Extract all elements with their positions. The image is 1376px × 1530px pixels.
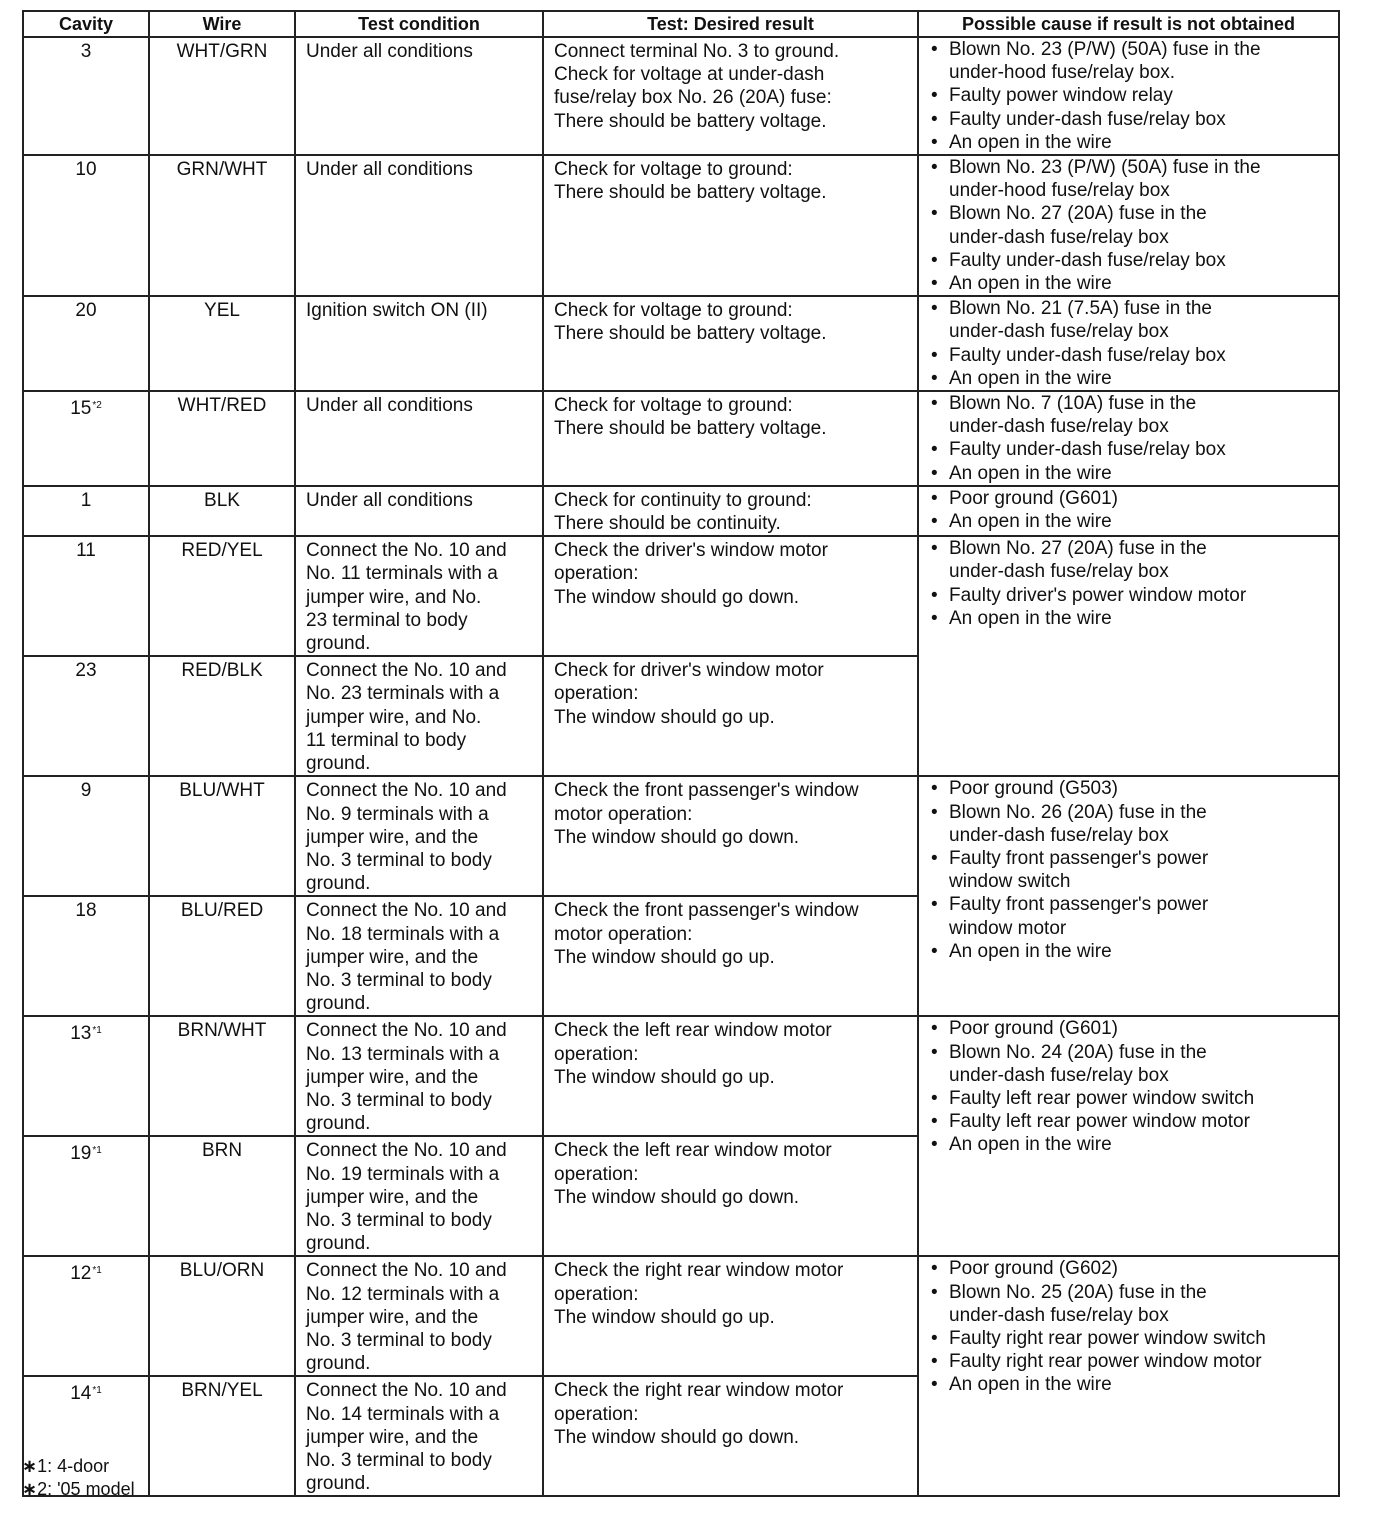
possible-cause-item bbox=[929, 893, 1334, 939]
desired-result-cell bbox=[543, 896, 918, 1016]
test-condition-line: Under all conditions bbox=[306, 489, 473, 511]
possible-cause-item bbox=[929, 1327, 1334, 1350]
possible-cause-line: • Faulty left rear power window motor bbox=[949, 1111, 1250, 1133]
test-condition-line: ground. bbox=[306, 1113, 371, 1135]
possible-cause-list bbox=[929, 38, 1334, 154]
possible-cause-item bbox=[929, 131, 1334, 154]
possible-cause-cell bbox=[918, 776, 1339, 1016]
wire-color-cell: BLU/WHT bbox=[149, 776, 295, 896]
possible-cause-item bbox=[929, 392, 1334, 438]
test-condition-line: No. 3 terminal to body bbox=[306, 1329, 492, 1351]
header-test-condition: Test condition bbox=[295, 11, 543, 37]
desired-result-line: The window should go down. bbox=[554, 1426, 800, 1448]
possible-cause-line: • Faulty power window relay bbox=[949, 85, 1173, 107]
desired-result-line: operation: bbox=[554, 1043, 639, 1065]
test-condition-line: jumper wire, and the bbox=[306, 1186, 479, 1208]
test-condition-line: Connect the No. 10 and bbox=[306, 1260, 507, 1282]
table-row bbox=[23, 1256, 1339, 1376]
possible-cause-item bbox=[929, 1087, 1334, 1110]
possible-cause-item bbox=[929, 1373, 1334, 1396]
wire-color-cell: BRN/YEL bbox=[149, 1376, 295, 1496]
table-body bbox=[23, 37, 1339, 1496]
test-condition-cell bbox=[295, 296, 543, 391]
cavity-number: 9 bbox=[80, 780, 92, 802]
possible-cause-item bbox=[929, 1133, 1334, 1156]
possible-cause-cell bbox=[918, 155, 1339, 296]
desired-result-line: There should be continuity. bbox=[554, 513, 781, 535]
desired-result-line: The window should go down. bbox=[554, 826, 800, 848]
test-condition-line: ground. bbox=[306, 1473, 371, 1495]
possible-cause-line: • An open in the wire bbox=[949, 273, 1112, 295]
possible-cause-line: under-dash fuse/relay box bbox=[949, 561, 1169, 583]
cavity-number: 14 bbox=[70, 1383, 92, 1405]
test-condition-cell bbox=[295, 896, 543, 1016]
possible-cause-item bbox=[929, 1281, 1334, 1327]
header-possible-cause: Possible cause if result is not obtained bbox=[918, 11, 1339, 37]
table-row bbox=[23, 155, 1339, 296]
test-condition-line: 23 terminal to body bbox=[306, 609, 468, 631]
desired-result-cell bbox=[543, 155, 918, 296]
possible-cause-list bbox=[929, 392, 1334, 485]
possible-cause-item bbox=[929, 344, 1334, 367]
possible-cause-item bbox=[929, 1110, 1334, 1133]
test-condition-line: No. 3 terminal to body bbox=[306, 969, 492, 991]
possible-cause-list bbox=[929, 297, 1334, 390]
test-condition-line: Connect the No. 10 and bbox=[306, 1140, 507, 1162]
possible-cause-line: • Blown No. 23 (P/W) (50A) fuse in the bbox=[949, 39, 1261, 60]
test-condition-line: jumper wire, and the bbox=[306, 826, 479, 848]
test-condition-line: No. 9 terminals with a bbox=[306, 803, 489, 825]
possible-cause-line: • An open in the wire bbox=[949, 367, 1112, 389]
test-condition-line: No. 23 terminals with a bbox=[306, 683, 500, 705]
test-condition-line: jumper wire, and the bbox=[306, 1066, 479, 1088]
test-condition-line: Under all conditions bbox=[306, 159, 473, 181]
desired-result-line: Check the driver's window motor bbox=[554, 540, 828, 562]
wire-color-cell: BLU/RED bbox=[149, 896, 295, 1016]
possible-cause-item bbox=[929, 202, 1334, 248]
cavity-cell bbox=[23, 155, 149, 296]
possible-cause-line: • An open in the wire bbox=[949, 1374, 1112, 1396]
cavity-cell bbox=[23, 536, 149, 656]
table-row bbox=[23, 486, 1339, 536]
desired-result-line: The window should go down. bbox=[554, 586, 800, 608]
possible-cause-line: • Faulty under-dash fuse/relay box bbox=[949, 108, 1226, 130]
desired-result-line: Check for voltage to ground: bbox=[554, 159, 793, 181]
desired-result-line: operation: bbox=[554, 1403, 639, 1425]
test-condition-cell bbox=[295, 656, 543, 776]
possible-cause-line: under-hood fuse/relay box. bbox=[949, 62, 1176, 84]
possible-cause-line: • Poor ground (G601) bbox=[949, 487, 1118, 509]
desired-result-line: Check the left rear window motor bbox=[554, 1020, 832, 1042]
test-condition-line: jumper wire, and No. bbox=[306, 586, 482, 608]
test-condition-cell bbox=[295, 155, 543, 296]
possible-cause-line: • Faulty under-dash fuse/relay box bbox=[949, 439, 1226, 461]
possible-cause-line: • Faulty under-dash fuse/relay box bbox=[949, 249, 1226, 271]
possible-cause-item bbox=[929, 156, 1334, 202]
desired-result-line: The window should go up. bbox=[554, 1306, 775, 1328]
test-condition-line: jumper wire, and No. bbox=[306, 706, 482, 728]
desired-result-cell bbox=[543, 486, 918, 536]
possible-cause-cell bbox=[918, 296, 1339, 391]
desired-result-line: Check the right rear window motor bbox=[554, 1380, 844, 1402]
wire-color-cell: BLU/ORN bbox=[149, 1256, 295, 1376]
possible-cause-item bbox=[929, 537, 1334, 583]
possible-cause-item bbox=[929, 1017, 1334, 1040]
test-condition-line: ground. bbox=[306, 1353, 371, 1375]
test-condition-line: No. 3 terminal to body bbox=[306, 1449, 492, 1471]
desired-result-cell bbox=[543, 37, 918, 155]
test-condition-cell bbox=[295, 1256, 543, 1376]
possible-cause-line: • Blown No. 27 (20A) fuse in the bbox=[949, 203, 1207, 225]
possible-cause-item bbox=[929, 510, 1334, 533]
test-condition-line: 11 terminal to body bbox=[306, 729, 467, 751]
wire-color-cell: WHT/GRN bbox=[149, 37, 295, 155]
possible-cause-cell bbox=[918, 536, 1339, 776]
test-condition-line: jumper wire, and the bbox=[306, 1306, 479, 1328]
cavity-number: 13 bbox=[70, 1023, 92, 1045]
wire-color-cell: GRN/WHT bbox=[149, 155, 295, 296]
possible-cause-item bbox=[929, 1350, 1334, 1373]
possible-cause-line: under-dash fuse/relay box bbox=[949, 824, 1169, 846]
test-condition-line: Under all conditions bbox=[306, 41, 473, 62]
cavity-number: 19 bbox=[70, 1143, 92, 1165]
test-condition-line: No. 18 terminals with a bbox=[306, 923, 500, 945]
possible-cause-line: • Blown No. 24 (20A) fuse in the bbox=[949, 1041, 1207, 1063]
header-desired-result: Test: Desired result bbox=[543, 11, 918, 37]
wire-color-cell: WHT/RED bbox=[149, 391, 295, 486]
desired-result-cell bbox=[543, 1376, 918, 1496]
test-condition-cell bbox=[295, 536, 543, 656]
possible-cause-line: under-dash fuse/relay box bbox=[949, 416, 1169, 438]
desired-result-line: Check for voltage at under-dash bbox=[554, 64, 825, 86]
possible-cause-item bbox=[929, 940, 1334, 963]
test-condition-line: ground. bbox=[306, 993, 371, 1015]
wire-color-cell: RED/BLK bbox=[149, 656, 295, 776]
test-condition-line: jumper wire, and the bbox=[306, 1426, 479, 1448]
possible-cause-item bbox=[929, 487, 1334, 510]
cavity-cell bbox=[23, 656, 149, 776]
desired-result-cell bbox=[543, 776, 918, 896]
cavity-cell bbox=[23, 1256, 149, 1376]
possible-cause-item bbox=[929, 38, 1334, 84]
cavity-cell bbox=[23, 296, 149, 391]
possible-cause-line: under-dash fuse/relay box bbox=[949, 1304, 1169, 1326]
cavity-cell bbox=[23, 1136, 149, 1256]
possible-cause-item bbox=[929, 297, 1334, 343]
possible-cause-line: • Poor ground (G601) bbox=[949, 1018, 1118, 1040]
possible-cause-line: • An open in the wire bbox=[949, 511, 1112, 533]
test-condition-line: Connect the No. 10 and bbox=[306, 780, 507, 802]
test-condition-line: Connect the No. 10 and bbox=[306, 1380, 507, 1402]
cavity-cell bbox=[23, 1016, 149, 1136]
possible-cause-line: • Faulty driver's power window motor bbox=[949, 584, 1247, 606]
test-condition-cell bbox=[295, 391, 543, 486]
possible-cause-item bbox=[929, 584, 1334, 607]
desired-result-cell bbox=[543, 1016, 918, 1136]
possible-cause-line: • Blown No. 23 (P/W) (50A) fuse in the bbox=[949, 157, 1261, 179]
test-condition-cell bbox=[295, 1136, 543, 1256]
cavity-cell bbox=[23, 391, 149, 486]
desired-result-line: fuse/relay box No. 26 (20A) fuse: bbox=[554, 87, 832, 109]
possible-cause-list bbox=[929, 487, 1334, 533]
table-row bbox=[23, 391, 1339, 486]
possible-cause-line: under-dash fuse/relay box bbox=[949, 321, 1169, 343]
desired-result-line: The window should go up. bbox=[554, 1066, 775, 1088]
desired-result-line: Check for voltage to ground: bbox=[554, 300, 793, 322]
desired-result-line: Check the front passenger's window bbox=[554, 900, 859, 922]
test-condition-cell bbox=[295, 1376, 543, 1496]
desired-result-line: The window should go down. bbox=[554, 1186, 800, 1208]
desired-result-line: There should be battery voltage. bbox=[554, 323, 827, 345]
wire-color-cell: BRN bbox=[149, 1136, 295, 1256]
cavity-footnote-mark: *1 bbox=[92, 1385, 102, 1397]
possible-cause-line: • An open in the wire bbox=[949, 131, 1112, 153]
possible-cause-item bbox=[929, 462, 1334, 485]
possible-cause-list bbox=[929, 1257, 1334, 1396]
desired-result-line: Check the left rear window motor bbox=[554, 1140, 832, 1162]
cavity-number: 1 bbox=[80, 489, 92, 511]
possible-cause-list bbox=[929, 537, 1334, 630]
desired-result-cell bbox=[543, 656, 918, 776]
cavity-cell bbox=[23, 776, 149, 896]
test-condition-line: No. 3 terminal to body bbox=[306, 1089, 492, 1111]
desired-result-line: Check the front passenger's window bbox=[554, 780, 859, 802]
desired-result-line: The window should go up. bbox=[554, 706, 775, 728]
desired-result-line: Check for voltage to ground: bbox=[554, 395, 793, 417]
test-condition-cell bbox=[295, 37, 543, 155]
desired-result-cell bbox=[543, 1256, 918, 1376]
test-condition-line: ground. bbox=[306, 873, 371, 895]
cavity-number: 3 bbox=[80, 41, 92, 62]
desired-result-line: There should be battery voltage. bbox=[554, 110, 827, 132]
cavity-number: 20 bbox=[75, 300, 97, 322]
possible-cause-item bbox=[929, 84, 1334, 107]
possible-cause-cell bbox=[918, 1016, 1339, 1256]
test-condition-line: jumper wire, and the bbox=[306, 946, 479, 968]
possible-cause-line: • An open in the wire bbox=[949, 1134, 1112, 1156]
possible-cause-line: • Blown No. 21 (7.5A) fuse in the bbox=[949, 298, 1212, 320]
desired-result-line: Check for continuity to ground: bbox=[554, 489, 812, 511]
desired-result-line: Connect terminal No. 3 to ground. bbox=[554, 41, 840, 62]
footnote-2: ∗ 2: '05 model bbox=[22, 1478, 135, 1501]
header-cavity: Cavity bbox=[23, 11, 149, 37]
possible-cause-item bbox=[929, 249, 1334, 272]
possible-cause-line: • Blown No. 25 (20A) fuse in the bbox=[949, 1281, 1207, 1303]
desired-result-line: There should be battery voltage. bbox=[554, 182, 827, 204]
wire-color-cell: BLK bbox=[149, 486, 295, 536]
test-condition-line: No. 12 terminals with a bbox=[306, 1283, 500, 1305]
cavity-number: 18 bbox=[75, 900, 97, 922]
test-condition-line: Connect the No. 10 and bbox=[306, 900, 507, 922]
possible-cause-line: • Faulty right rear power window motor bbox=[949, 1351, 1262, 1373]
desired-result-line: Check for driver's window motor bbox=[554, 660, 824, 682]
desired-result-cell bbox=[543, 391, 918, 486]
test-condition-line: Connect the No. 10 and bbox=[306, 540, 507, 562]
test-condition-line: No. 3 terminal to body bbox=[306, 1209, 492, 1231]
cavity-number: 23 bbox=[75, 660, 97, 682]
header-row bbox=[23, 11, 1339, 37]
desired-result-cell bbox=[543, 296, 918, 391]
desired-result-line: operation: bbox=[554, 563, 639, 585]
desired-result-line: The window should go up. bbox=[554, 946, 775, 968]
diagnosis-table-container bbox=[22, 10, 1340, 1497]
possible-cause-cell bbox=[918, 1256, 1339, 1496]
possible-cause-line: • Blown No. 26 (20A) fuse in the bbox=[949, 801, 1207, 823]
desired-result-line: There should be battery voltage. bbox=[554, 418, 827, 440]
possible-cause-item bbox=[929, 777, 1334, 800]
cavity-number: 12 bbox=[70, 1263, 92, 1285]
cavity-number: 11 bbox=[76, 540, 96, 562]
desired-result-line: motor operation: bbox=[554, 803, 693, 825]
footnotes bbox=[22, 1455, 135, 1501]
test-condition-line: No. 19 terminals with a bbox=[306, 1163, 500, 1185]
possible-cause-line: • Faulty left rear power window switch bbox=[949, 1087, 1255, 1109]
cavity-cell bbox=[23, 896, 149, 1016]
test-condition-line: No. 11 terminals with a bbox=[306, 563, 498, 585]
possible-cause-item bbox=[929, 801, 1334, 847]
desired-result-line: operation: bbox=[554, 683, 639, 705]
harness-test-table bbox=[22, 10, 1340, 1497]
test-condition-line: No. 14 terminals with a bbox=[306, 1403, 500, 1425]
possible-cause-line: window switch bbox=[949, 871, 1071, 893]
test-condition-line: ground. bbox=[306, 753, 371, 775]
possible-cause-line: • An open in the wire bbox=[949, 940, 1112, 962]
possible-cause-item bbox=[929, 1041, 1334, 1087]
cavity-number: 15 bbox=[70, 398, 92, 420]
desired-result-line: operation: bbox=[554, 1163, 639, 1185]
header-wire: Wire bbox=[149, 11, 295, 37]
test-condition-line: Under all conditions bbox=[306, 395, 473, 417]
desired-result-cell bbox=[543, 1136, 918, 1256]
possible-cause-item bbox=[929, 1257, 1334, 1280]
possible-cause-line: • Faulty under-dash fuse/relay box bbox=[949, 344, 1226, 366]
test-condition-cell bbox=[295, 486, 543, 536]
table-row bbox=[23, 1016, 1339, 1136]
test-condition-line: Ignition switch ON (II) bbox=[306, 300, 488, 322]
possible-cause-item bbox=[929, 367, 1334, 390]
possible-cause-line: • An open in the wire bbox=[949, 462, 1112, 484]
possible-cause-cell bbox=[918, 486, 1339, 536]
possible-cause-item bbox=[929, 607, 1334, 630]
test-condition-line: No. 3 terminal to body bbox=[306, 849, 492, 871]
possible-cause-item bbox=[929, 847, 1334, 893]
possible-cause-line: • Blown No. 27 (20A) fuse in the bbox=[949, 538, 1207, 560]
possible-cause-item bbox=[929, 108, 1334, 131]
possible-cause-line: under-dash fuse/relay box bbox=[949, 226, 1169, 248]
test-condition-cell bbox=[295, 776, 543, 896]
possible-cause-line: • Poor ground (G503) bbox=[949, 778, 1118, 800]
cavity-footnote-mark: *1 bbox=[92, 1145, 102, 1157]
table-row bbox=[23, 776, 1339, 896]
cavity-cell bbox=[23, 37, 149, 155]
cavity-footnote-mark: *1 bbox=[92, 1025, 102, 1037]
table-row bbox=[23, 37, 1339, 155]
wire-color-cell: BRN/WHT bbox=[149, 1016, 295, 1136]
test-condition-line: No. 13 terminals with a bbox=[306, 1043, 500, 1065]
possible-cause-list bbox=[929, 1017, 1334, 1156]
possible-cause-line: • An open in the wire bbox=[949, 607, 1112, 629]
possible-cause-list bbox=[929, 156, 1334, 295]
possible-cause-list bbox=[929, 777, 1334, 963]
possible-cause-line: window motor bbox=[949, 917, 1067, 939]
desired-result-line: motor operation: bbox=[554, 923, 693, 945]
possible-cause-line: under-hood fuse/relay box bbox=[949, 180, 1170, 202]
table-row bbox=[23, 296, 1339, 391]
desired-result-line: Check the right rear window motor bbox=[554, 1260, 844, 1282]
cavity-footnote-mark: *2 bbox=[92, 400, 102, 412]
test-condition-line: Connect the No. 10 and bbox=[306, 1020, 507, 1042]
desired-result-cell bbox=[543, 536, 918, 656]
possible-cause-line: • Faulty front passenger's power bbox=[949, 894, 1209, 916]
possible-cause-line: under-dash fuse/relay box bbox=[949, 1064, 1169, 1086]
possible-cause-item bbox=[929, 272, 1334, 295]
test-condition-cell bbox=[295, 1016, 543, 1136]
possible-cause-item bbox=[929, 438, 1334, 461]
test-condition-line: Connect the No. 10 and bbox=[306, 660, 507, 682]
possible-cause-line: • Faulty right rear power window switch bbox=[949, 1327, 1266, 1349]
desired-result-line: operation: bbox=[554, 1283, 639, 1305]
wire-color-cell: YEL bbox=[149, 296, 295, 391]
footnote-1: ∗ 1: 4-door bbox=[22, 1455, 135, 1478]
possible-cause-cell bbox=[918, 37, 1339, 155]
possible-cause-line: • Poor ground (G602) bbox=[949, 1258, 1118, 1280]
cavity-footnote-mark: *1 bbox=[92, 1265, 102, 1277]
possible-cause-line: • Blown No. 7 (10A) fuse in the bbox=[949, 393, 1197, 415]
test-condition-line: ground. bbox=[306, 1233, 371, 1255]
table-row bbox=[23, 536, 1339, 656]
cavity-number: 10 bbox=[75, 159, 97, 181]
cavity-cell bbox=[23, 486, 149, 536]
wire-color-cell: RED/YEL bbox=[149, 536, 295, 656]
possible-cause-line: • Faulty front passenger's power bbox=[949, 847, 1209, 869]
possible-cause-cell bbox=[918, 391, 1339, 486]
test-condition-line: ground. bbox=[306, 633, 371, 655]
